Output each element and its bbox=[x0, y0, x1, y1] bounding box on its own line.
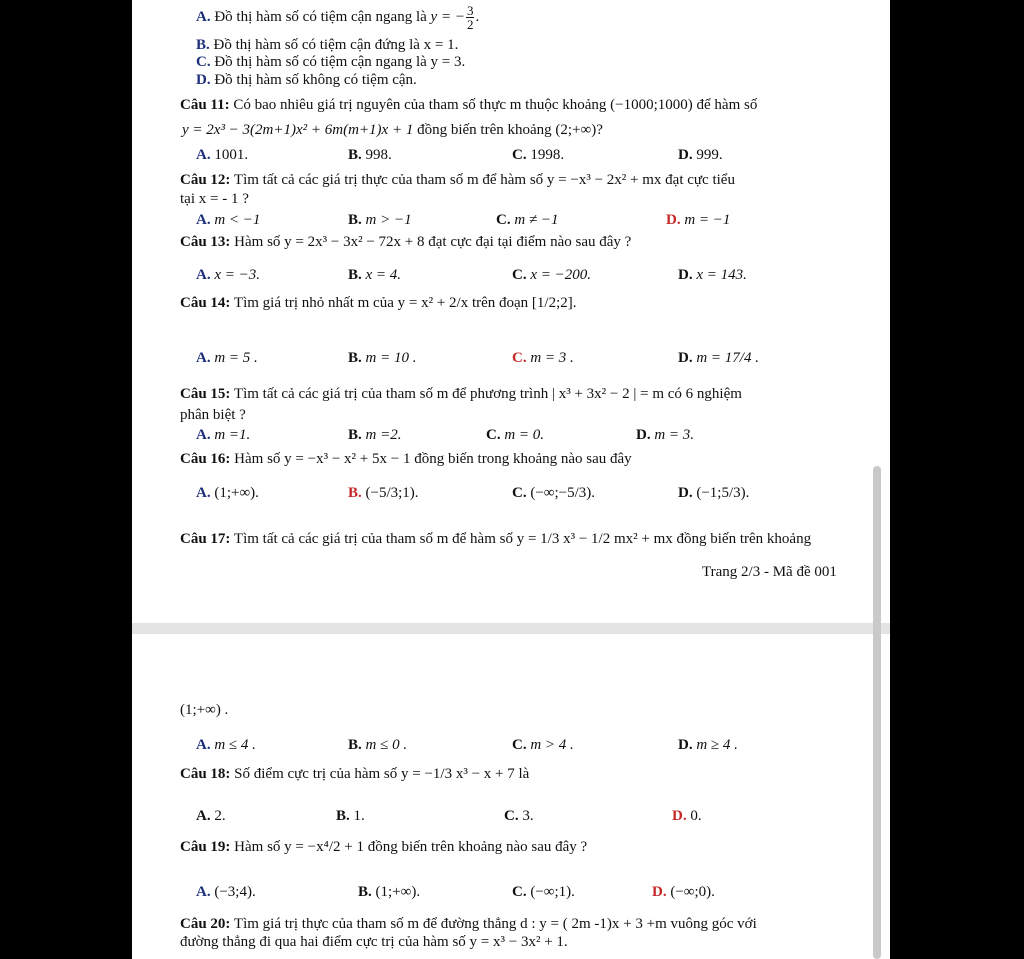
q14-option-c: C. m = 3 . bbox=[512, 350, 574, 366]
q16-option-d: D. (−1;5/3). bbox=[678, 485, 750, 501]
q16-option-a: A. (1;+∞). bbox=[196, 485, 259, 501]
q10-option-c: C. Đồ thị hàm số có tiệm cận ngang là y = 3. bbox=[196, 54, 466, 70]
q14-stem: Câu 14: Tìm giá trị nhỏ nhất m của y = x² + 2/x trên đoạn [1/2;2]. bbox=[180, 295, 577, 311]
q16-option-c: C. (−∞;−5/3). bbox=[512, 485, 596, 501]
q18-option-b: B. 1. bbox=[336, 808, 365, 824]
q10-option-b: B. Đồ thị hàm số có tiệm cận đứng là x = 1. bbox=[196, 37, 459, 53]
q15-option-b: B. m =2. bbox=[348, 427, 402, 443]
q17-option-b: B. m ≤ 0 . bbox=[348, 737, 408, 753]
q17-stem: Câu 17: Tìm tất cả các giá trị của tham số m để hàm số y = 1/3 x³ − 1/2 mx² + mx đồng biến trên khoảng bbox=[180, 531, 812, 547]
q14-option-b: B. m = 10 . bbox=[348, 350, 417, 366]
q17-option-a: A. m ≤ 4 . bbox=[196, 737, 256, 753]
q16-option-b: B. (−5/3;1). bbox=[348, 485, 419, 501]
q12-stem-line2: tại x = - 1 ? bbox=[180, 191, 249, 207]
q11-option-a: A. 1001. bbox=[196, 147, 249, 163]
q12-option-c: C. m ≠ −1 bbox=[496, 212, 559, 228]
q12-option-a: A. m < −1 bbox=[196, 212, 261, 228]
q10-option-a: A. Đồ thị hàm số có tiệm cận ngang là y = − $\frac{3}{2}$ . bbox=[196, 3, 480, 32]
q15-stem-line2: phân biệt ? bbox=[180, 407, 246, 423]
q20-stem-line2: đường thẳng đi qua hai điểm cực trị của hàm số y = x³ − 3x² + 1. bbox=[180, 934, 568, 950]
q11-option-b: B. 998. bbox=[348, 147, 392, 163]
q17-option-c: C. m > 4 . bbox=[512, 737, 574, 753]
page-separator bbox=[132, 623, 890, 634]
q11-option-d: D. 999. bbox=[678, 147, 723, 163]
q15-option-d: D. m = 3. bbox=[636, 427, 695, 443]
q12-stem: Câu 12: Tìm tất cả các giá trị thực của tham số m để hàm số y = −x³ − 2x² + mx đạt cực tiểu bbox=[180, 172, 735, 188]
q18-option-c: C. 3. bbox=[504, 808, 534, 824]
q13-option-c: C. x = −200. bbox=[512, 267, 591, 283]
q16-stem: Câu 16: Hàm số y = −x³ − x² + 5x − 1 đồng biến trong khoảng nào sau đây bbox=[180, 451, 632, 467]
q11-option-c: C. 1998. bbox=[512, 147, 565, 163]
document-page-1 bbox=[132, 0, 890, 623]
scrollbar[interactable] bbox=[873, 466, 881, 959]
q13-option-d: D. x = 143. bbox=[678, 267, 747, 283]
page-footer: Trang 2/3 - Mã đề 001 bbox=[702, 564, 837, 580]
q18-option-d: D. 0. bbox=[672, 808, 702, 824]
document-page-2 bbox=[132, 634, 890, 959]
q19-option-d: D. (−∞;0). bbox=[652, 884, 715, 900]
q17-option-d: D. m ≥ 4 . bbox=[678, 737, 738, 753]
q11-stem-line2: y = 2x³ − 3(2m+1)x² + 6m(m+1)x + 1 đồng biến trên khoảng (2;+∞)? bbox=[182, 122, 603, 138]
q18-option-a: A. 2. bbox=[196, 808, 226, 824]
q15-option-a: A. m =1. bbox=[196, 427, 251, 443]
q13-option-a: A. x = −3. bbox=[196, 267, 260, 283]
q11-stem: Câu 11: Có bao nhiêu giá trị nguyên của tham số thực m thuộc khoảng (−1000;1000) để hàm số bbox=[180, 97, 758, 113]
q14-option-a: A. m = 5 . bbox=[196, 350, 258, 366]
q12-option-d: D. m = −1 bbox=[666, 212, 731, 228]
q20-stem: Câu 20: Tìm giá trị thực của tham số m để đường thẳng d : y = ( 2m -1)x + 3 +m vuông góc với bbox=[180, 916, 757, 932]
q19-option-c: C. (−∞;1). bbox=[512, 884, 575, 900]
q15-option-c: C. m = 0. bbox=[486, 427, 545, 443]
q17-interval: (1;+∞) . bbox=[180, 702, 229, 718]
q13-stem: Câu 13: Hàm số y = 2x³ − 3x² − 72x + 8 đạt cực đại tại điểm nào sau đây ? bbox=[180, 234, 632, 250]
q19-option-b: B. (1;+∞). bbox=[358, 884, 421, 900]
q15-stem: Câu 15: Tìm tất cả các giá trị của tham số m để phương trình | x³ + 3x² − 2 | = m có 6 nghiệm bbox=[180, 386, 742, 402]
q18-stem: Câu 18: Số điểm cực trị của hàm số y = −1/3 x³ − x + 7 là bbox=[180, 766, 530, 782]
q14-option-d: D. m = 17/4 . bbox=[678, 350, 759, 366]
q12-option-b: B. m > −1 bbox=[348, 212, 412, 228]
q19-stem: Câu 19: Hàm số y = −x⁴/2 + 1 đồng biến trên khoảng nào sau đây ? bbox=[180, 839, 588, 855]
q13-option-b: B. x = 4. bbox=[348, 267, 402, 283]
q19-option-a: A. (−3;4). bbox=[196, 884, 256, 900]
q10-option-d: D. Đồ thị hàm số không có tiệm cận. bbox=[196, 72, 417, 88]
